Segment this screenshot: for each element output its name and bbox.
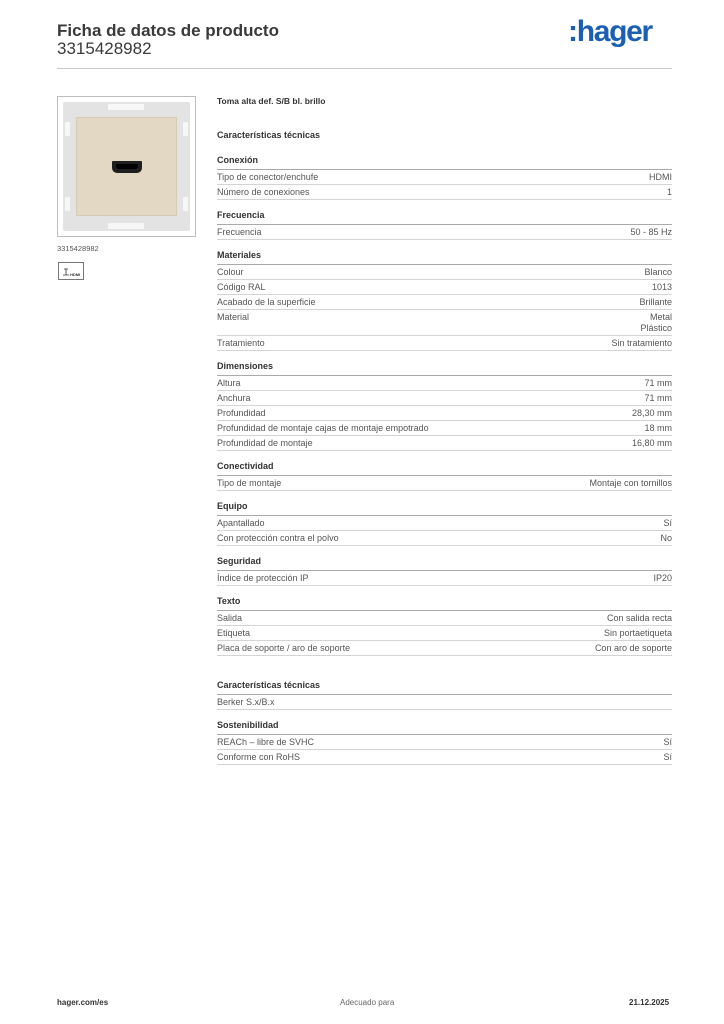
spec-value-line: Sin tratamiento (611, 338, 672, 348)
section-title: Sostenibilidad (217, 720, 672, 735)
spec-value-line: 71 mm (644, 393, 672, 403)
spec-label: REACh – libre de SVHC (217, 737, 315, 747)
spec-row (217, 336, 672, 351)
spec-row (217, 476, 672, 491)
product-code: 3315428982 (57, 39, 152, 58)
spec-row (217, 406, 672, 421)
spec-value (652, 282, 672, 293)
spec-value (632, 438, 672, 449)
spec-value (667, 187, 672, 198)
spec-value-line: Con aro de soporte (594, 643, 672, 653)
frame-slot (183, 122, 188, 136)
spec-value (644, 378, 672, 389)
section-title: Materiales (217, 250, 672, 265)
spec-value-line: Sin portaetiqueta (603, 628, 672, 638)
frame-slot (183, 197, 188, 211)
spec-value-line: 28,30 mm (631, 408, 672, 418)
spec-value-line: Montaje con tornillos (589, 478, 672, 488)
overview-title: Características técnicas (217, 130, 321, 140)
frame-slot (108, 104, 144, 110)
section-title: Equipo (217, 501, 672, 516)
spec-row (217, 626, 672, 641)
spec-value-line: 50 - 85 Hz (630, 227, 672, 237)
spec-value (660, 533, 672, 544)
spec-value-line: Brillante (639, 297, 672, 307)
spec-label: Material (217, 312, 250, 322)
spec-row (217, 735, 672, 750)
extra-sections (217, 680, 672, 765)
footer-middle: Adecuado para (340, 998, 395, 1007)
spec-value-line: 71 mm (644, 378, 672, 388)
spec-row (217, 641, 672, 656)
spec-row (217, 295, 672, 310)
spec-value (644, 393, 672, 404)
spec-row (217, 436, 672, 451)
spec-label: Frecuencia (217, 227, 262, 237)
spec-value (604, 628, 672, 639)
spec-label: Código RAL (217, 282, 266, 292)
spec-value (589, 478, 672, 489)
spec-label: Acabado de la superficie (217, 297, 316, 307)
section-title: Características técnicas (217, 680, 672, 695)
hdmi-symbol-icon: HDMI (58, 262, 84, 280)
spec-row (217, 531, 672, 546)
spec-value-line: 18 mm (644, 423, 672, 433)
frame-slot (65, 197, 70, 211)
spec-value-line: Con salida recta (606, 613, 672, 623)
hager-logo: :hager (568, 15, 652, 48)
spec-value-line: 1 (666, 187, 672, 197)
spec-label: Salida (217, 613, 243, 623)
spec-label: Con protección contra el polvo (217, 533, 339, 543)
section-title: Conexión (217, 155, 672, 170)
spec-row (217, 695, 672, 710)
product-image (57, 96, 196, 237)
section-title: Conectividad (217, 461, 672, 476)
spec-label: Berker S.x/B.x (217, 697, 275, 707)
spec-row (217, 280, 672, 295)
spec-row (217, 611, 672, 626)
product-name: Toma alta def. S/B bl. brillo (217, 96, 326, 106)
spec-value (595, 643, 672, 654)
section-title: Frecuencia (217, 210, 672, 225)
spec-label: Etiqueta (217, 628, 251, 638)
spec-row (217, 376, 672, 391)
spec-row (217, 391, 672, 406)
spec-value (640, 312, 672, 334)
spec-value-line: No (660, 533, 672, 543)
spec-value (663, 752, 672, 763)
spec-value (639, 297, 672, 308)
spec-value-line: HDMI (649, 172, 672, 182)
spec-row (217, 421, 672, 436)
section-title: Dimensiones (217, 361, 672, 376)
spec-value (611, 338, 672, 349)
spec-row (217, 571, 672, 586)
spec-value-line: 1013 (651, 282, 672, 292)
spec-value-line: Blanco (644, 267, 672, 277)
spec-row (217, 516, 672, 531)
spec-label: Número de conexiones (217, 187, 310, 197)
spec-value (644, 267, 672, 278)
spec-label: Tratamiento (217, 338, 265, 348)
section-title: Seguridad (217, 556, 672, 571)
spec-value (653, 573, 672, 584)
spec-label: Placa de soporte / aro de soporte (217, 643, 351, 653)
spec-value (607, 613, 672, 624)
spec-row (217, 170, 672, 185)
spec-content (217, 96, 672, 765)
spec-label: Apantallado (217, 518, 265, 528)
section-title: Texto (217, 596, 672, 611)
spec-label: Profundidad de montaje (217, 438, 313, 448)
spec-row (217, 225, 672, 240)
hdmi-port-icon (112, 161, 142, 173)
frame-slot (108, 223, 144, 229)
spec-row (217, 750, 672, 765)
spec-label: Índice de protección IP (217, 573, 309, 583)
footer-website[interactable]: hager.com/es (57, 998, 109, 1007)
spec-row (217, 265, 672, 280)
spec-sections (217, 155, 672, 656)
spec-row (217, 310, 672, 336)
spec-value-line: Sí (663, 737, 672, 747)
spec-label: Conforme con RoHS (217, 752, 301, 762)
page-title: Ficha de datos de producto (57, 21, 279, 40)
header-divider (57, 68, 672, 69)
spec-value-line: 16,80 mm (631, 438, 672, 448)
spec-label: Anchura (217, 393, 251, 403)
spec-label: Colour (217, 267, 244, 277)
frame-slot (65, 122, 70, 136)
spec-value (632, 408, 672, 419)
spec-value (663, 518, 672, 529)
spec-value (644, 423, 672, 434)
mounting-frame (63, 102, 190, 231)
spec-label: Altura (217, 378, 241, 388)
footer-date: 21.12.2025 (629, 998, 670, 1007)
spec-row (217, 185, 672, 200)
spec-value-line: Sí (663, 752, 672, 762)
spec-label: Profundidad (217, 408, 266, 418)
spec-value (663, 737, 672, 748)
spec-value-line: Sí (663, 518, 672, 528)
spec-value (630, 227, 672, 238)
cover-plate (76, 117, 177, 216)
spec-label: Profundidad de montaje cajas de montaje empotrado (217, 423, 429, 433)
spec-value-line: Plástico (640, 323, 672, 333)
image-caption: 3315428982 (57, 244, 99, 253)
spec-value-line: Metal (649, 312, 672, 322)
spec-value (649, 172, 672, 183)
spec-label: Tipo de conector/enchufe (217, 172, 319, 182)
spec-label: Tipo de montaje (217, 478, 282, 488)
spec-value-line: IP20 (653, 573, 672, 583)
